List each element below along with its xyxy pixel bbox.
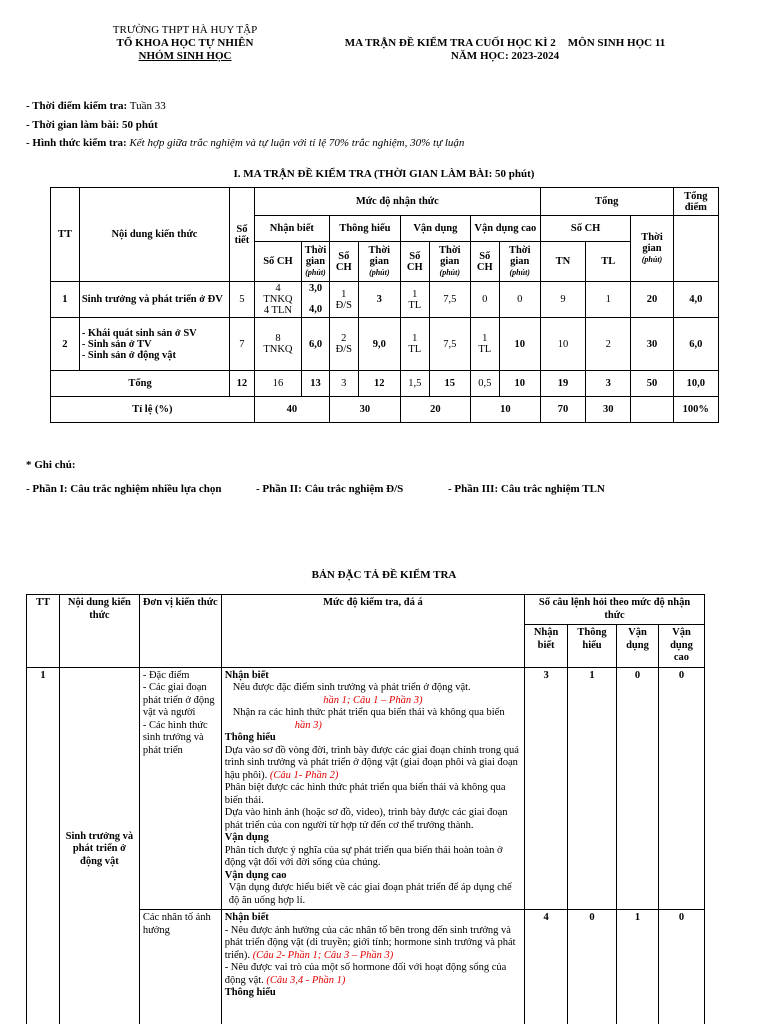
spec-col-tt: TT [27,595,60,668]
matrix-title: I. MA TRẬN ĐỀ KIỂM TRA (THỜI GIAN LÀM BÀI: 50 phút) [233,168,535,180]
col-levels: Mức độ nhận thức [254,188,540,216]
document-title-block [335,37,675,63]
score-empty [673,216,718,282]
exam-time-value: Tuần 33 [129,100,166,112]
subject-name: MÔN SINH HỌC 11 [567,37,666,49]
note-part-3: - Phần III: Câu trắc nghiệm TLN [448,483,605,495]
spec-col-content: Nội dung kiến thức [59,595,139,668]
exam-info [26,97,464,153]
vd-time: Thời gian (phút) [429,242,470,282]
spec-col-count: Số câu lệnh hỏi theo mức độ nhận thức [525,595,705,625]
exam-duration: - Thời gian làm bài: 50 phút [26,118,158,131]
exam-time-label: - Thời điểm kiểm tra: [26,100,128,112]
exam-form-value: Kết hợp giữa trắc nghiệm và tự luận với tỉ lệ 70% trắc nghiệm, 30% tự luận [129,137,465,149]
col-content: Nội dung kiến thức [79,188,229,282]
school-name: TRƯỜNG THPT HÀ HUY TẬP [112,24,258,36]
col-periods: Số tiết [230,188,255,282]
spec-table [26,594,705,1024]
vdc-time: Thời gian (phút) [499,242,540,282]
exam-matrix-table [50,187,719,423]
spec-col-unit: Đơn vị kiến thức [139,595,221,668]
level-nb: Nhận biết [254,216,329,242]
table-row: 2 - Khái quát sinh sản ở SV - Sinh sản ở TV - Sinh sản ở động vật 7 8 TNKQ 6,0 2 Đ/S 9,0 1 TL 7,5 1 TL 10 10 2 30 6,0 [51,318,719,371]
total-tl: TL [586,242,631,282]
ratio-row: Tỉ lệ (%) 40 30 20 10 70 30 100% [51,397,719,423]
col-total: Tổng [540,188,673,216]
nb-time: Thời gian (phút) [302,242,330,282]
spec-th: Thông hiểu [568,625,617,668]
exam-form-label: - Hình thức kiểm tra: [26,137,127,149]
department-name: TỔ KHOA HỌC TỰ NHIÊN [116,37,254,49]
col-score: Tổng điểm [673,188,718,216]
document-title: MA TRẬN ĐỀ KIỂM TRA CUỐI HỌC KÌ 2 [344,37,556,49]
note-part-1: - Phần I: Câu trắc nghiệm nhiều lựa chọn [26,483,222,495]
group-name: NHÓM SINH HỌC [138,50,232,62]
total-soch: Số CH [540,216,631,242]
school-header [80,24,290,63]
spec-nb: Nhận biết [525,625,568,668]
school-year: NĂM HỌC: 2023-2024 [450,50,560,62]
total-time-header: Thời gian (phút) [631,216,673,282]
spec-vdc: Vận dụng cao [658,625,704,668]
vdc-soch: Số CH [470,242,499,282]
notes [26,453,605,501]
vd-soch: Số CH [400,242,429,282]
spec-vd: Vận dụng [617,625,659,668]
th-time: Thời gian (phút) [358,242,400,282]
total-row: Tổng 12 16 13 3 12 1,5 15 0,5 10 19 3 50 10,0 [51,371,719,397]
table-row: 1 Sinh trưởng và phát triển ở động vật - Đặc điểm - Các giai đoạn phát triển ở động vật và người - Các hình thức sinh trưởng và phát triển Nhận biết Nêu được đặc điểm sinh trưởng và phát triển ở động vật. hần 1; Câu 1 – Phần 3) Nhận ra các hình thức phát triển qua biến thái và không qua biến hần 3) Thông hiểu Dựa vào sơ đồ vòng đời, trình bày được các giai đoạn chính trong quá trình sinh trưởng và phát triển ở động vật (giai đoạn phôi và giai đoạn hậu phôi). (Câu 1- Phần 2) Phân biệt được các hình thức phát triển qua biến thái và không qua biến thái. Dựa vào hình ảnh (hoặc sơ đồ, video), trình bày được các giai đoạn phát triển của con người từ hợp tử đến cơ thể trưởng thành. Vận dụng Phân tích được ý nghĩa của sự phát triển qua biến thái hoàn toàn ở động vật đối với đời sống của chúng. Vận dụng cao Vận dụng được hiểu biết về các giai đoạn phát triển để áp dụng chế độ ăn uống hợp lí. 3 1 0 0 [27,667,705,910]
level-vdc: Vận dụng cao [470,216,540,242]
th-soch: Số CH [329,242,358,282]
note-part-2: - Phần II: Câu trắc nghiệm Đ/S [256,483,404,495]
total-tn: TN [540,242,585,282]
nb-soch: Số CH [254,242,301,282]
level-th: Thông hiểu [329,216,400,242]
table-row: 1 Sinh trưởng và phát triển ở ĐV 5 4 TNKQ 4 TLN 3,0 4,0 1 Đ/S 3 1 TL 7,5 0 0 9 1 20 4,0 [51,282,719,318]
table-row: Các nhân tố ảnh hưởng Nhận biết - Nêu được ảnh hưởng của các nhân tố bên trong đến sinh trưởng và phát triển động vật (di truyền; giới tính; hormone sinh trưởng và phát triển). (Câu 2- Phần 1; Câu 3 – Phần 3) - Nêu được vai trò của một số hormone đối với hoạt động sống của động vật. (Câu 3,4 - Phần 1) Thông hiểu 4 0 1 0 [27,910,705,1024]
spec-title: BẢN ĐẶC TẢ ĐỀ KIỂM TRA [311,569,457,581]
col-tt: TT [51,188,80,282]
notes-title: * Ghi chú: [26,459,76,471]
level-vd: Vận dụng [400,216,470,242]
spec-col-level: Mức độ kiểm tra, đá á [221,595,524,668]
